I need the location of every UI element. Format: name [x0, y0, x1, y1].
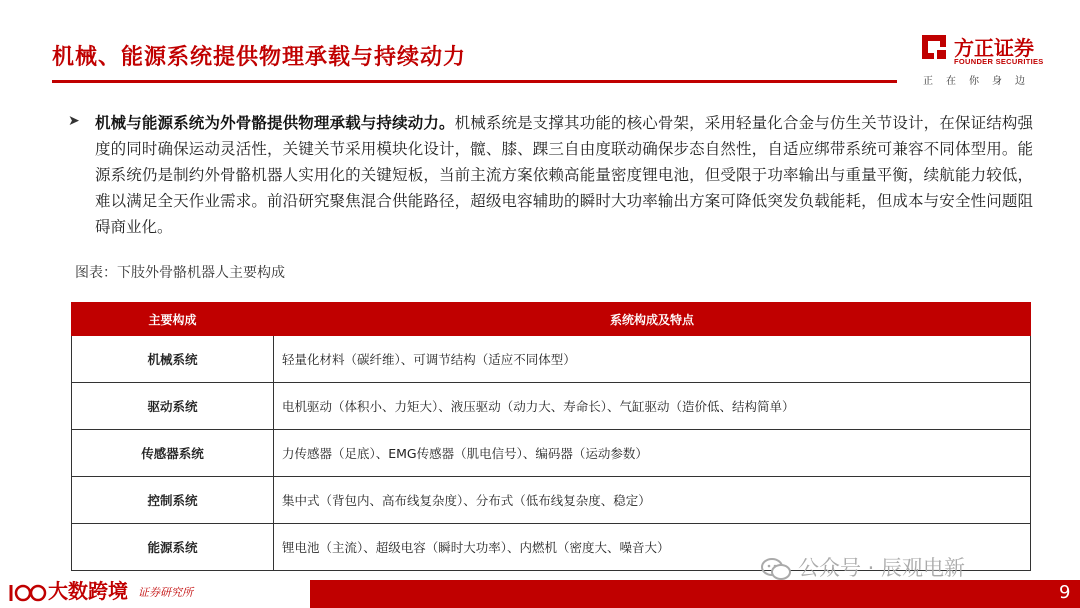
founder-logo [921, 30, 1061, 90]
component-name: 传感器系统 [72, 430, 274, 477]
logo-slogan: 正在你身边 [923, 76, 1038, 87]
logo-name-en: FOUNDER SECURITIES [954, 57, 1044, 66]
logo-name-cn: 方正证券 [954, 36, 1034, 60]
brand-logo-icon [8, 582, 48, 604]
table-header-cell: 主要构成 [72, 303, 274, 336]
page-title: 机械、能源系统提供物理承载与持续动力 [52, 44, 467, 70]
component-name: 驱动系统 [72, 383, 274, 430]
component-name: 机械系统 [72, 336, 274, 383]
footer-brand [8, 575, 128, 604]
footer-source: 证券研究所 [138, 586, 193, 599]
wechat-icon [760, 557, 792, 581]
component-name: 控制系统 [72, 477, 274, 524]
brand-text: 大数跨境 [48, 579, 128, 603]
table-header-cell: 系统构成及特点 [274, 303, 1031, 336]
wechat-watermark [760, 552, 965, 582]
bullet-arrow-icon: ➤ [68, 113, 80, 129]
component-features: 集中式（背包内、高布线复杂度）、分布式（低布线复杂度、稳定） [274, 477, 1031, 524]
page-number: 9 [1059, 582, 1071, 603]
table-row [72, 430, 1031, 477]
table-row [72, 383, 1031, 430]
table-row [72, 336, 1031, 383]
composition-table [71, 302, 1031, 571]
title-divider [52, 80, 897, 83]
bullet-body: 机械系统是支撑其功能的核心骨架，采用轻量化合金与仿生关节设计，在保证结构强度的同时确保运动灵活性，关键关节采用模块化设计，髋、膝、踝三自由度联动确保步态自然性，自适应绑带系统可兼容不同体型用。能源系统仍是制约外骨骼机器人实用化的关键短板，当前主流方案依赖高能量密度锂电池，但受限于功率输出与重量平衡，续航能力较低，难以满足全天作业需求。前沿研究聚焦混合供能路径，超级电容辅助的瞬时大功率输出方案可降低突发负载能耗，但成本与安全性问题阻碍商业化。 [95, 114, 1033, 236]
component-features: 轻量化材料（碳纤维）、可调节结构（适应不同体型） [274, 336, 1031, 383]
founder-logo-icon [921, 34, 947, 60]
table-row [72, 477, 1031, 524]
bullet-lead: 机械与能源系统为外骨骼提供物理承载与持续动力。 [95, 114, 455, 132]
component-features: 力传感器（足底）、EMG传感器（肌电信号）、编码器（运动参数） [274, 430, 1031, 477]
component-features: 电机驱动（体积小、力矩大）、液压驱动（动力大、寿命长）、气缸驱动（造价低、结构简单） [274, 383, 1031, 430]
bullet-paragraph [68, 110, 1033, 240]
figure-caption: 图表：下肢外骨骼机器人主要构成 [75, 265, 285, 281]
watermark-text: 公众号 · 辰观电新 [798, 556, 966, 580]
component-name: 能源系统 [72, 524, 274, 571]
bullet-text [95, 110, 1033, 240]
table-header-row [72, 303, 1031, 336]
component-features: 锂电池（主流）、超级电容（瞬时大功率）、内燃机（密度大、噪音大） [274, 524, 1031, 571]
